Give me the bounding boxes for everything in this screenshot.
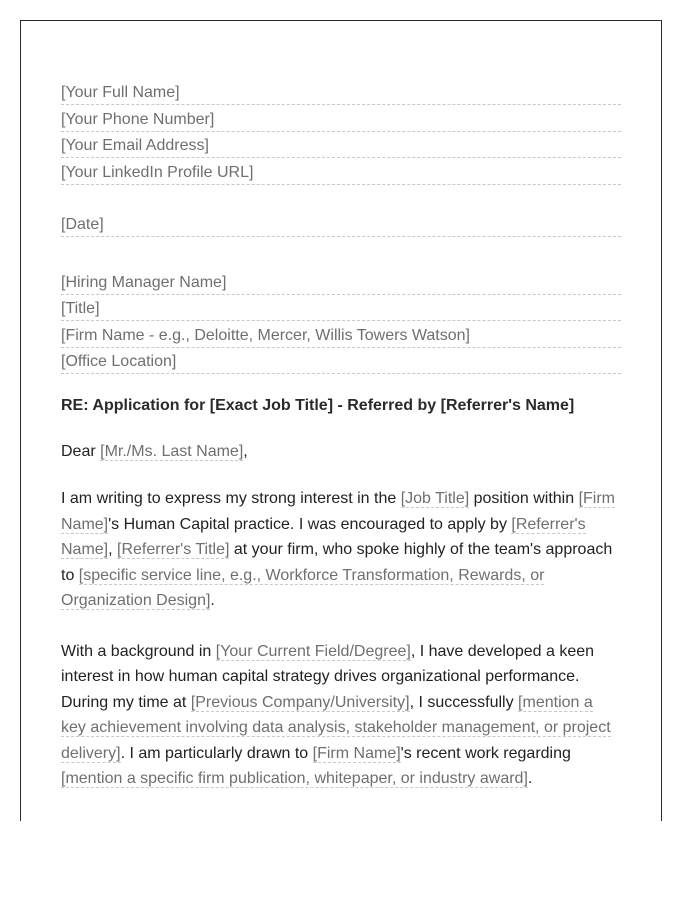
key-achievement-placeholder[interactable]: [mention a key achievement involving data analysis, stakeholder management, or project delivery] (61, 693, 611, 762)
recipient-block (61, 271, 621, 375)
letter-content (61, 81, 621, 792)
date-field[interactable]: [Date] (61, 213, 621, 237)
salutation-prefix: Dear (61, 443, 101, 460)
p1-text-1: I am writing to express my strong interest in the (61, 490, 401, 507)
recipient-title-field[interactable]: [Title] (61, 297, 621, 321)
sender-block (61, 81, 621, 185)
service-line-placeholder[interactable]: [specific service line, e.g., Workforce Transformation, Rewards, or Organization Design] (61, 566, 545, 609)
p1-text-6: . (210, 592, 215, 609)
p1-text-2: position within (469, 490, 579, 507)
salutation-name-placeholder[interactable]: [Mr./Ms. Last Name] (100, 443, 244, 460)
job-title-placeholder[interactable]: [Job Title] (400, 490, 470, 507)
referrer-title-placeholder[interactable]: [Referrer's Title] (117, 541, 230, 558)
p2-text-4: . I am particularly drawn to (120, 744, 313, 762)
salutation-suffix: , (243, 443, 248, 460)
firm-publication-placeholder[interactable]: [mention a specific firm publication, whitepaper, or industry award] (61, 770, 528, 787)
p2-text-2: , I have developed a keen interest in how human capital strategy drives organizational performance. During my time at (61, 642, 595, 711)
p2-text-6: . (527, 770, 533, 787)
p1-text-4: , (108, 541, 118, 558)
p1-text-3: 's Human Capital practice. I was encouraged to apply by (108, 515, 512, 533)
sender-name-field[interactable]: [Your Full Name] (61, 81, 621, 105)
previous-company-placeholder[interactable]: [Previous Company/University] (190, 693, 410, 711)
p2-text-5: 's recent work regarding (400, 744, 571, 762)
recipient-location-field[interactable]: [Office Location] (61, 350, 621, 374)
firm-name-placeholder-2[interactable]: [Firm Name] (312, 744, 401, 762)
p1-text-5: at your firm, who spoke highly of the team's approach to (61, 541, 613, 584)
firm-name-placeholder[interactable]: [Firm Name] (61, 490, 615, 533)
recipient-name-field[interactable]: [Hiring Manager Name] (61, 271, 621, 295)
body-paragraph-1 (61, 486, 621, 614)
referrer-name-placeholder[interactable]: [Referrer's Name] (61, 515, 586, 558)
subject-line: RE: Application for [Exact Job Title] - Referred by [Referrer's Name] (61, 397, 575, 414)
sender-phone-field[interactable]: [Your Phone Number] (61, 108, 621, 132)
salutation (61, 442, 621, 461)
sender-linkedin-field[interactable]: [Your LinkedIn Profile URL] (61, 161, 621, 185)
sender-email-field[interactable]: [Your Email Address] (61, 134, 621, 158)
p2-text-1: With a background in (61, 642, 216, 660)
p2-text-3: , I successfully (409, 693, 519, 711)
current-field-placeholder[interactable]: [Your Current Field/Degree] (215, 642, 411, 660)
body-paragraph-2 (61, 639, 621, 792)
letter-page (20, 20, 662, 821)
recipient-firm-field[interactable]: [Firm Name - e.g., Deloitte, Mercer, Willis Towers Watson] (61, 324, 621, 348)
